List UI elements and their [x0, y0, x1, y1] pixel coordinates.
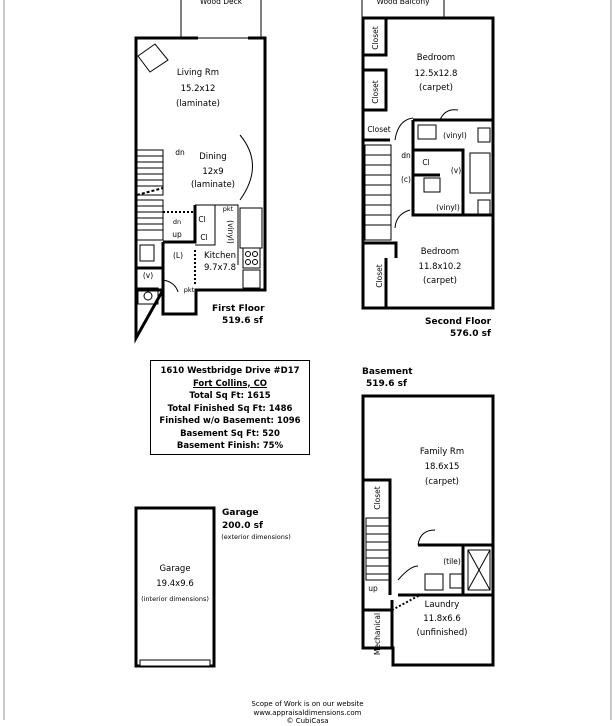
total-finished-sq-ft: Total Finished Sq Ft: 1486	[167, 403, 293, 414]
footer-website-link[interactable]: www.appraisaldimensions.com	[253, 708, 362, 717]
garage-exterior-note: (exterior dimensions)	[221, 533, 291, 541]
range	[243, 248, 260, 268]
toilet-icon-lower	[478, 200, 490, 214]
first-floor-plan	[136, 0, 265, 338]
closet-label-1: Closet	[371, 26, 380, 50]
tile-label: (tile)	[443, 557, 461, 566]
refrigerator	[243, 270, 260, 288]
property-city: Fort Collins, CO	[192, 378, 268, 389]
laundry-dotted-line	[392, 595, 420, 610]
basement-closet-label: Closet	[373, 486, 382, 510]
bathtub-icon	[470, 153, 490, 193]
vinyl-label-2: (vinyl)	[436, 203, 460, 212]
basement-area: 519.6 sf	[366, 379, 407, 389]
second-floor-title: Second Floor	[425, 317, 492, 327]
bedroom-2-name: Bedroom	[420, 247, 460, 257]
c-label: (c)	[401, 175, 411, 184]
first-floor-stairs	[137, 150, 163, 240]
pocket-door-label-1: pkt	[222, 205, 234, 213]
sink-icon-lower	[424, 178, 440, 192]
kitchen-vinyl-label: (vinyl)	[226, 220, 235, 244]
basement-sink-icon	[425, 574, 443, 590]
family-room-finish: (carpet)	[425, 477, 459, 487]
closet-label-3: Closet	[367, 125, 391, 134]
fireplace-symbol	[138, 44, 168, 72]
property-summary-box	[150, 360, 310, 455]
bedroom-1-finish: (carpet)	[419, 83, 453, 93]
laundry-dims: 11.8x6.6	[423, 614, 461, 624]
basement-finish: Basement Finish: 75%	[176, 441, 284, 451]
bedroom-1-dims: 12.5x12.8	[414, 69, 458, 79]
garage-area: 200.0 sf	[222, 521, 263, 531]
stair-up-label: up	[172, 230, 182, 239]
pocket-door-label-2: pkt	[183, 286, 195, 294]
wood-balcony-label: Wood Balcony	[376, 0, 430, 6]
closet-1-label: Cl	[198, 215, 206, 224]
footer-copyright: © CubiCasa	[286, 717, 329, 725]
cl-label: Cl	[422, 158, 430, 167]
basement-plan	[362, 367, 493, 665]
first-floor-outer-wall	[136, 38, 265, 314]
basement-stairs	[366, 518, 390, 580]
second-floor-area: 576.0 sf	[450, 329, 491, 339]
bath-v-label: (v)	[142, 271, 154, 280]
basement-sq-ft: Basement Sq Ft: 520	[180, 428, 280, 439]
garage-interior-note: (interior dimensions)	[141, 595, 209, 603]
basement-outer-wall	[363, 396, 493, 665]
living-room-finish: (laminate)	[175, 99, 221, 109]
footer-scope-text: Scope of Work is on our website	[251, 700, 364, 708]
basement-toilet-icon	[450, 574, 462, 588]
family-room-name: Family Rm	[419, 447, 465, 457]
bedroom-1-name: Bedroom	[416, 53, 456, 63]
bath-l-label: (L)	[172, 251, 184, 260]
second-floor-plan	[362, 0, 493, 339]
dining-finish: (laminate)	[190, 180, 236, 190]
dining-bay-arc	[240, 135, 253, 200]
basement-title: Basement	[362, 367, 413, 377]
first-floor-area: 519.6 sf	[222, 316, 263, 326]
closet-2-label: Cl	[200, 233, 208, 242]
garage-plan	[136, 508, 291, 666]
dn-label: dn	[401, 151, 411, 160]
closet-label-4: Closet	[375, 264, 384, 288]
wood-deck-label: Wood Deck	[199, 0, 243, 6]
closet-label-2: Closet	[371, 80, 380, 104]
first-floor-title: First Floor	[212, 304, 265, 314]
dining-dims: 12x9	[202, 167, 224, 177]
toilet-icon-upper	[478, 128, 490, 142]
laundry-name: Laundry	[424, 600, 460, 610]
family-room-dims: 18.6x15	[424, 462, 460, 472]
bedroom-2-dims: 11.8x10.2	[418, 262, 462, 272]
v-label: (v)	[450, 166, 462, 175]
kitchen-dims: 9.7x7.8	[203, 263, 237, 273]
laundry-finish: (unfinished)	[416, 628, 468, 638]
kitchen-name: Kitchen	[204, 251, 236, 261]
living-room-name: Living Rm	[176, 68, 220, 78]
garage-title: Garage	[222, 508, 259, 518]
mechanical-label: Mechanical	[373, 612, 382, 656]
entry-porch	[136, 290, 163, 338]
garage-name: Garage	[159, 564, 191, 574]
kitchen-counter	[240, 208, 262, 248]
door-arc	[163, 280, 178, 292]
vinyl-label-1: (vinyl)	[443, 131, 467, 140]
dn-label-2: dn	[172, 218, 182, 226]
property-address: 1610 Westbridge Drive #D17	[160, 366, 300, 376]
garage-dims: 19.4x9.6	[156, 579, 194, 589]
bedroom-2-finish: (carpet)	[423, 276, 457, 286]
basement-up-label: up	[368, 584, 378, 593]
second-floor-stairs	[365, 145, 391, 240]
sink-icon-upper	[418, 125, 436, 139]
living-room-dims: 15.2x12	[180, 84, 216, 94]
footer	[220, 700, 395, 726]
stair-dn-label: dn	[175, 148, 185, 157]
garage-door	[140, 660, 210, 666]
toilet-icon	[140, 245, 154, 261]
dining-name: Dining	[199, 152, 227, 162]
total-sq-ft: Total Sq Ft: 1615	[189, 391, 271, 401]
finished-without-basement: Finished w/o Basement: 1096	[159, 416, 301, 426]
